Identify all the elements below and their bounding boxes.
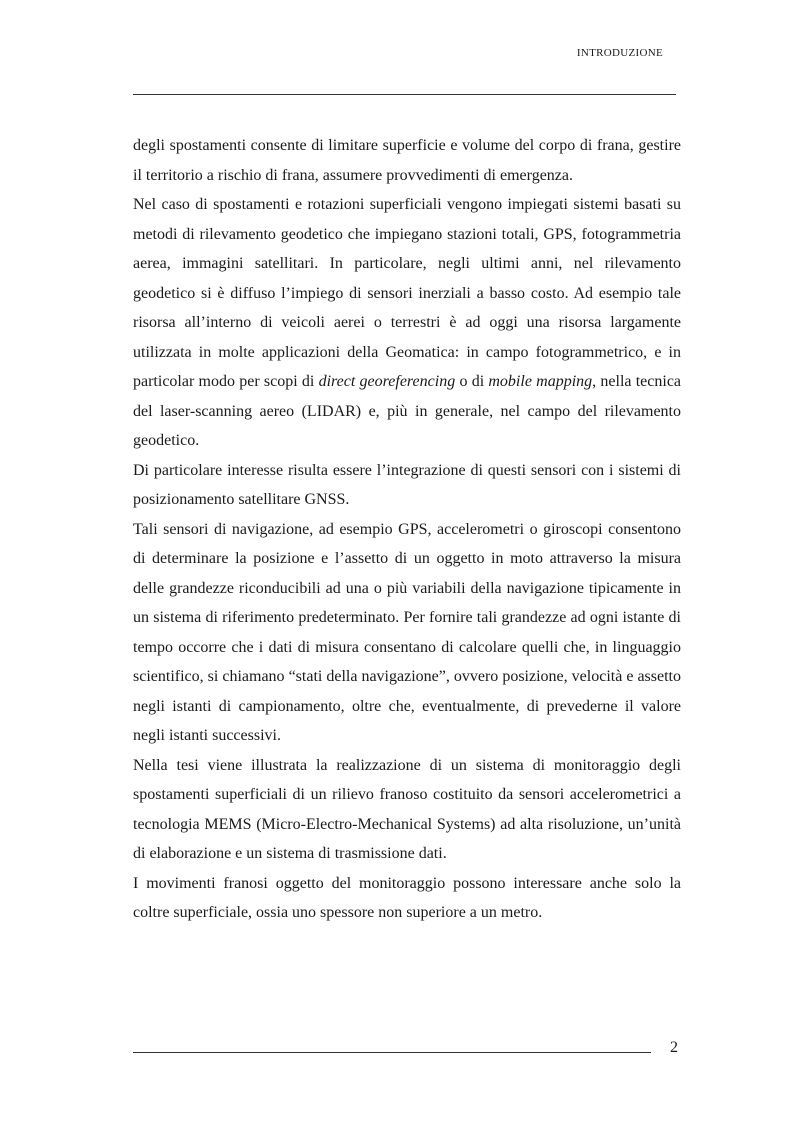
paragraph-text: o di: [455, 373, 489, 390]
running-header-title: INTRODUZIONE: [576, 47, 663, 59]
paragraph: Nella tesi viene illustrata la realizzazione di un sistema di monitoraggio degli spostamenti superficiali di un rilievo franoso costituito da sensori accelerometrici a tecnologia MEMS (Micro-Electro-Mechanical Systems) ad alta risoluzione, un’unità di elaborazione e un sistema di trasmissione dati.: [133, 756, 681, 862]
paragraph: [133, 190, 681, 456]
header-rule: [133, 94, 676, 95]
page-number: 2: [670, 1039, 678, 1056]
paragraph-text: Nel caso di spostamenti e rotazioni superficiali vengono impiegati sistemi basati su metodi di rilevamento geodetico che impiegano stazioni totali, GPS, fotogrammetria aerea, immagini satellitari. In particolare, negli ultimi anni, nel rilevamento geodetico si è diffuso l’impiego di sensori inerziali a basso costo. Ad esempio tale risorsa all’interno di veicoli aerei o terrestri è ad oggi una risorsa largamente utilizzata in molte applicazioni della Geomatica: in campo fotogrammetrico, e in particolar modo per scopi di: [133, 196, 681, 390]
italic-term: direct georeferencing: [318, 373, 456, 390]
paragraph: degli spostamenti consente di limitare superficie e volume del corpo di frana, gestire il territorio a rischio di frana, assumere provvedimenti di emergenza.: [133, 137, 681, 184]
body-text: [133, 131, 681, 928]
italic-term: mobile mapping: [488, 373, 593, 390]
paragraph: Di particolare interesse risulta essere l’integrazione di questi sensori con i sistemi di posizionamento satellitare GNSS.: [133, 461, 681, 508]
paragraph: I movimenti franosi oggetto del monitoraggio possono interessare anche solo la coltre superficiale, ossia uno spessore non superiore a un metro.: [133, 874, 681, 921]
paragraph-text: , nella tecnica del laser-scanning aereo (LIDAR) e, più in generale, nel campo del rilevamento geodetico.: [133, 373, 682, 449]
paragraph: Tali sensori di navigazione, ad esempio GPS, accelerometri o giroscopi consentono di determinare la posizione e l’assetto di un oggetto in moto attraverso la misura delle grandezze riconducibili ad una o più variabili della navigazione tipicamente in un sistema di riferimento predeterminato. Per fornire tali grandezze ad ogni istante di tempo occorre che i dati di misura consentano di calcolare quelli che, in linguaggio scientifico, si chiamano “stati della navigazione”, ovvero posizione, velocità e assetto negli istanti di campionamento, oltre che, eventualmente, di prevederne il valore negli istanti successivi.: [133, 520, 681, 744]
footer-rule: [133, 1052, 651, 1053]
